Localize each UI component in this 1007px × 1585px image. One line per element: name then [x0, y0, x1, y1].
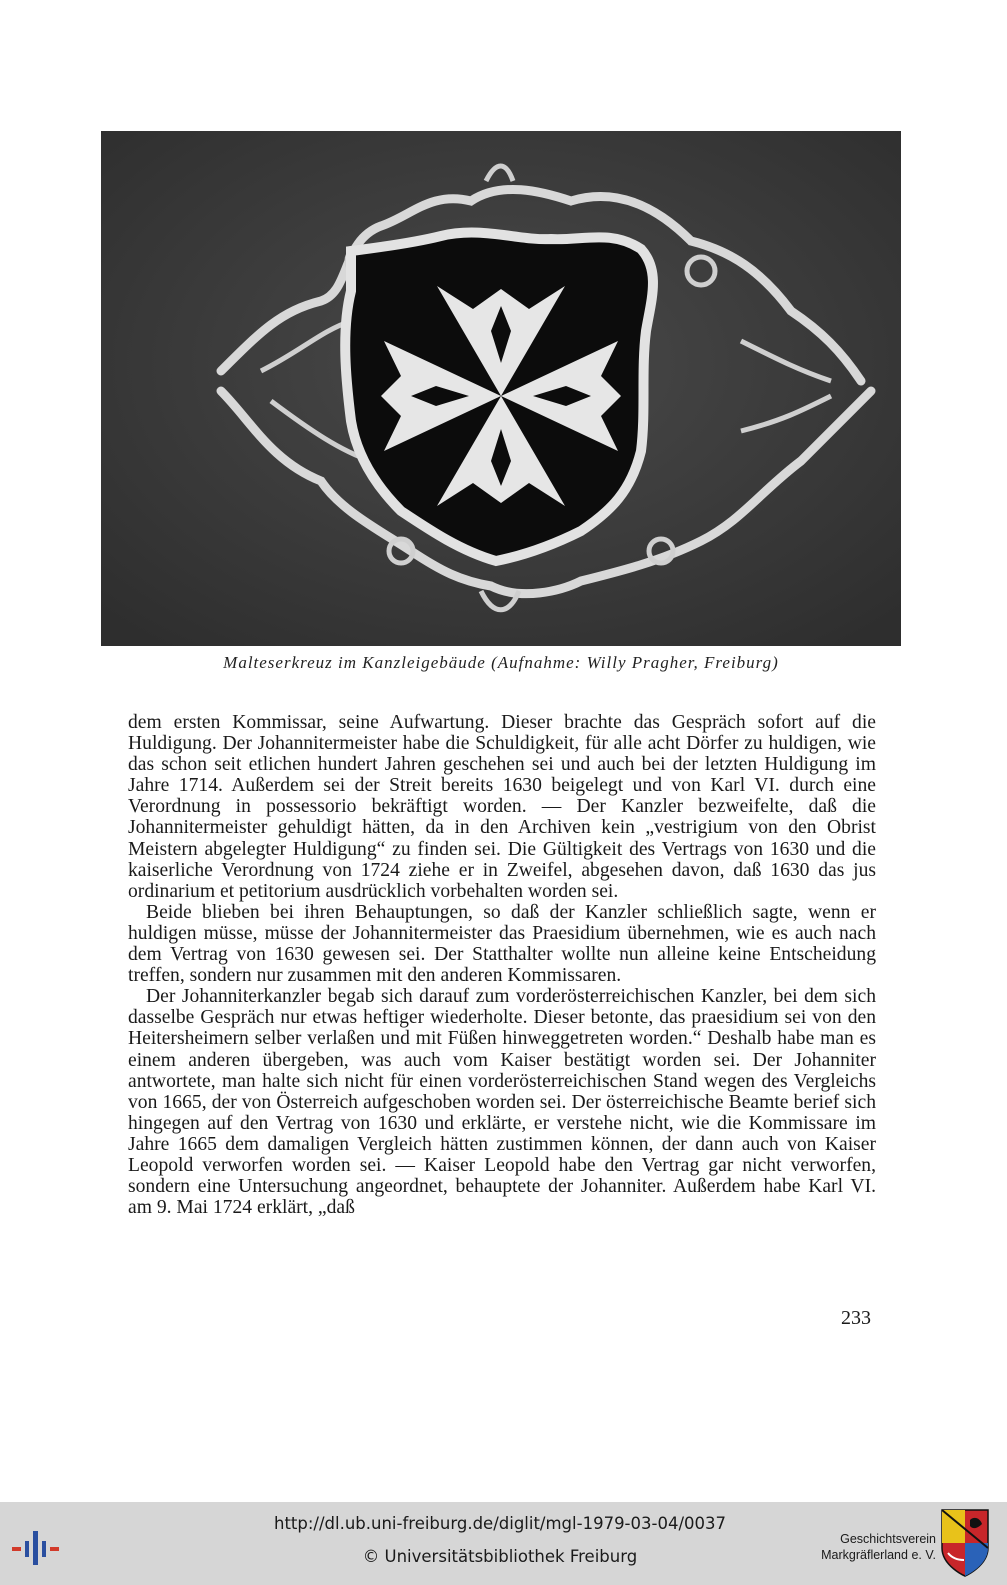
paragraph: dem ersten Kommissar, seine Aufwartung. Dieser brachte das Gespräch sofort auf die Huldigung. Der Johannitermeister habe die Schuldigkeit, für alle acht Dörfer zu huldigen, wie das schon seit etlichen hundert Jahren geschehen sei und auch bei der letzten Huldigung im Jahre 1714. Außerdem sei der Streit bereits 1630 beigelegt und von Karl VI. durch eine Verordnung in possessorio bekräftigt worden. — Der Kanzler bezweifelte, daß die Johannitermeister gehuldigt hätten, da in den Archiven kein „vestrigium von den Obrist Meistern abgelegter Huldigung“ zu finden sei. Die Gültigkeit des Vertrags von 1630 und die kaiserliche Verordnung von 1724 ziehe er in Zweifel, abgesehen davon, daß 1630 das jus ordinarium et petitorium ausdrücklich vorbehalten worden sei.	[128, 712, 876, 902]
body-text	[128, 712, 876, 1218]
figure-caption: Malteserkreuz im Kanzleigebäude (Aufnahme: Willy Pragher, Freiburg)	[223, 653, 779, 672]
society-name	[806, 1531, 936, 1563]
photo-plate	[101, 131, 901, 646]
ub-freiburg-logo-icon[interactable]	[12, 1527, 62, 1569]
maltese-cross-stucco-icon	[101, 131, 901, 646]
footer-bar	[0, 1502, 1007, 1585]
page-number: 233	[841, 1307, 871, 1329]
society-name-line1: Geschichtsverein	[840, 1532, 936, 1546]
society-name-line2: Markgräflerland e. V.	[821, 1548, 936, 1562]
permalink-url[interactable]: http://dl.ub.uni-freiburg.de/diglit/mgl-1979-03-04/0037	[273, 1514, 727, 1533]
society-coat-of-arms-icon[interactable]	[940, 1508, 990, 1578]
copyright-notice: © Universitätsbibliothek Freiburg	[362, 1547, 638, 1566]
paragraph: Der Johanniterkanzler begab sich darauf zum vorderösterreichischen Kanzler, bei dem sich dasselbe Gespräch nur etwas heftiger wiederholte. Dieser betonte, das praesidium sei von den Heitersheimern selber verlaßen und mit Füßen hinweggetreten worden.“ Deshalb habe man es einem anderen übergeben, was auch vom Kaiser bestätigt worden sei. Der Johanniter antwortete, man halte sich nicht für einen vorderösterreichischen Stand wegen des Vergleichs von 1665, der von Österreich aufgeschoben worden sei. Der österreichische Beamte berief sich hingegen auf den Vertrag von 1630 und erklärte, er verstehe nicht, wie die Kommissare im Jahre 1665 dem damaligen Vergleich hätten zustimmen können, der dann auch von Kaiser Leopold verworfen worden sei. — Kaiser Leopold habe den Vertrag gar nicht verworfen, sondern eine Untersuchung angeordnet, behauptete der Johanniter. Außerdem habe Karl VI. am 9. Mai 1724 erklärt, „daß	[128, 986, 876, 1219]
paragraph: Beide blieben bei ihren Behauptungen, so daß der Kanzler schließlich sagte, wenn er huldigen müsse, müsse der Johannitermeister das Praesidium übernehmen, wie es auch nach dem Vertrag von 1630 gewesen sei. Der Statthalter wollte nun alleine keine Entscheidung treffen, sondern nur zusammen mit den anderen Kommissaren.	[128, 901, 876, 987]
